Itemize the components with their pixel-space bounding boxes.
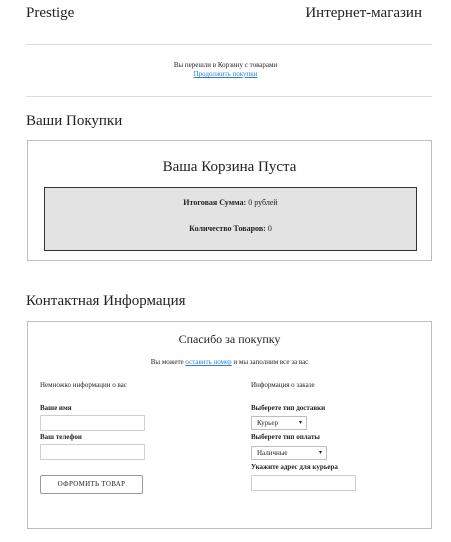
leave-number-hint [28,358,431,366]
courier-address-label: Укажите адрес для курьера [251,463,338,471]
continue-shopping-link[interactable]: Продолжить покупки [193,70,258,78]
cart-empty-title: Ваша Корзина Пуста [162,159,297,175]
about-you-heading: Немножко информации о вас [40,381,127,389]
payment-type-value: Наличные [257,449,288,457]
contact-title: Контактная Информация [26,293,186,309]
thanks-heading: Спасибо за покупку [178,332,281,346]
brand-name[interactable]: Prestige [26,5,75,21]
name-input[interactable] [40,415,145,431]
name-label: Ваше имя [40,404,72,412]
purchases-title: Ваши Покупки [26,113,123,129]
chevron-down-icon: ▾ [298,420,302,426]
header-divider [26,44,432,45]
delivery-type-value: Курьер [257,419,278,427]
hint-prefix: Вы можете [150,358,184,366]
total-sum-label: Итоговая Сумма: [183,198,247,207]
item-count-label: Количество Товаров: [189,224,266,233]
phone-input[interactable] [40,444,145,460]
contact-panel [27,321,432,529]
hint-suffix: и мы заполним все за вас [233,358,309,366]
submit-order-button[interactable]: ОФРОМИТЬ ТОВАР [40,475,143,494]
item-count-value: 0 [267,224,272,233]
courier-address-input[interactable] [251,475,356,491]
shop-title: Интернет-магазин [305,5,422,21]
leave-number-link[interactable]: оставить номер [185,358,232,366]
chevron-down-icon: ▾ [318,450,322,456]
payment-type-select[interactable] [251,446,327,460]
order-info-heading: Информация о заказе [251,381,315,389]
total-sum-line [45,198,416,207]
notice-text: Вы перешли в Корзину с товарами [173,61,278,69]
cart-summary [44,187,417,251]
cart-panel [27,140,432,261]
notice-divider [26,96,432,97]
delivery-type-select[interactable] [251,416,307,430]
total-sum-value: 0 рублей [248,198,278,207]
delivery-type-label: Выберете тип доставки [251,404,326,412]
cart-notice [0,61,451,78]
payment-type-label: Выберете тип оплаты [251,433,320,441]
item-count-line [45,224,416,233]
phone-label: Ваш телефон [40,433,82,441]
